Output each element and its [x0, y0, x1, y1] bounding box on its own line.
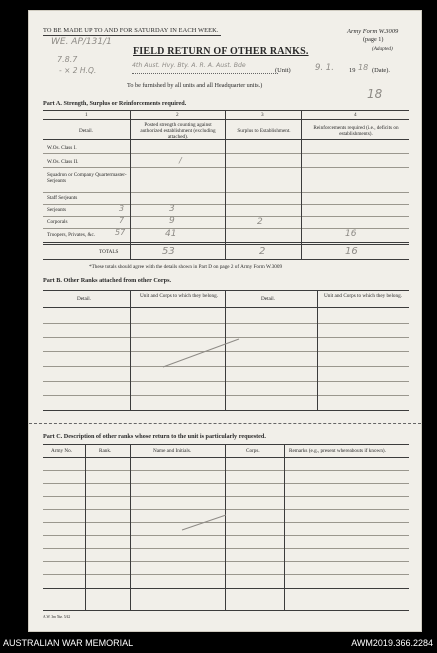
c-header-remarks: Remarks (e.g., present whereabouts if known). [289, 448, 386, 454]
col-divider [130, 444, 131, 610]
handwritten-year: 18 [358, 63, 369, 72]
part-a-top-rule [43, 110, 409, 111]
header-posted-strength: Posted strength counting against authorized establishment (excluding attached). [140, 122, 216, 140]
furnished-note: To be furnished by all units and all Headquarter units.) [127, 82, 263, 89]
part-a-header-rule [43, 139, 409, 140]
row-label-wo-class-2: W.Os. Class II. [47, 159, 79, 165]
c-header-rank: Rank. [99, 448, 112, 454]
row-rule [43, 509, 409, 510]
row-label-serjeants: Serjeants [47, 207, 67, 213]
army-form-number: Army Form W.3009 [347, 28, 399, 35]
handwritten-ref-2: 7.8.7 [57, 55, 78, 64]
posted-value-troopers: 41 [165, 229, 177, 239]
part-a-heading: Part A. Strength, Surplus or Reinforcements required. [43, 100, 187, 107]
part-b-heading: Part B. Other Ranks attached from other Corps. [43, 277, 172, 284]
surplus-value-corporals: 2 [257, 217, 263, 227]
printer-mark: A.W. 3m 5bz. 5/42 [43, 615, 71, 619]
archive-footer [0, 633, 437, 653]
row-rule [43, 395, 409, 396]
row-rule [43, 381, 409, 382]
part-c-heading: Part C. Description of other ranks whose return to the unit is particularly requested. [43, 433, 266, 440]
totals-footnote: *These totals should agree with the details shown in Part D on page 2 of Army Form W.3009 [89, 264, 283, 270]
row-rule [43, 548, 409, 549]
header-detail: Detail. [79, 128, 93, 134]
col-divider [225, 110, 226, 259]
year-prefix: 19 [349, 67, 356, 74]
row-rule [43, 574, 409, 575]
row-label-corporals: Corporals [47, 219, 68, 225]
margin-value-corporals: 7 [119, 216, 125, 225]
totals-rule-double [43, 244, 409, 245]
margin-value-serjeants: 3 [119, 204, 125, 213]
b-header-unit-1: Unit and Corps to which they belong. [140, 293, 218, 299]
col-divider [130, 110, 131, 259]
col-divider [317, 290, 318, 410]
posted-value-wo2: / [179, 156, 182, 165]
row-rule [43, 470, 409, 471]
col-number-1: 1 [85, 112, 88, 118]
b-header-unit-2: Unit and Corps to which they belong. [324, 293, 402, 299]
unit-label: (Unit) [275, 67, 291, 74]
row-rule [43, 192, 409, 193]
col-divider [284, 444, 285, 610]
header-surplus: Surplus to Establishment. [237, 128, 291, 134]
handwritten-ref-1: WE. AP/131/1 [51, 37, 112, 47]
footer-institution: AUSTRALIAN WAR MEMORIAL [3, 638, 134, 648]
pencil-strike-b [159, 333, 243, 371]
dotted-unit-line [132, 73, 278, 74]
row-rule [43, 204, 409, 205]
adapted-label: (Adapted) [372, 46, 393, 52]
col-number-4: 4 [354, 112, 357, 118]
made-up-line: TO BE MADE UP TO AND FOR SATURDAY IN EACH WEEK. [43, 27, 219, 34]
date-label: (Date). [372, 67, 390, 74]
reinf-value-troopers: 16 [345, 229, 357, 239]
part-b-top-rule [43, 290, 409, 291]
posted-value-corporals: 9 [169, 216, 175, 226]
part-b-bottom-rule [43, 410, 409, 411]
total-surplus: 2 [259, 246, 266, 257]
row-rule [43, 153, 409, 154]
total-reinforcements: 16 [345, 246, 358, 257]
header-reinforcements: Reinforcements required (i.e., deficits on establishments). [313, 125, 399, 137]
margin-value-troopers: 57 [115, 228, 126, 237]
footer-accession-number: AWM2019.366.2284 [351, 638, 433, 648]
totals-rule [43, 242, 409, 243]
row-rule [43, 496, 409, 497]
handwritten-date: 9. 1. [315, 63, 334, 73]
header-underline [43, 35, 221, 36]
row-label-wo-class-1: W.Os. Class I. [47, 145, 77, 151]
total-posted: 53 [162, 246, 175, 257]
form-page [28, 10, 422, 632]
row-rule [43, 167, 409, 168]
handwritten-corner-number: 18 [367, 87, 383, 101]
row-rule [43, 535, 409, 536]
pencil-strike-c [179, 511, 229, 533]
col-divider [85, 444, 86, 610]
part-c-header-rule [43, 457, 409, 458]
c-header-corps: Corps. [246, 448, 260, 454]
totals-label: TOTALS [99, 249, 119, 255]
c-header-army-no: Army No. [51, 448, 73, 454]
part-c-top-rule [43, 444, 409, 445]
row-rule [43, 483, 409, 484]
part-a-number-rule [43, 119, 409, 120]
col-divider [130, 290, 131, 410]
dashed-separator [29, 423, 421, 424]
form-title: FIELD RETURN OF OTHER RANKS. [133, 46, 309, 57]
part-c-bottom-rule-2 [43, 610, 409, 611]
row-label-troopers: Troopers, Privates, &c. [47, 232, 96, 238]
col-divider [301, 110, 302, 259]
part-c-bottom-rule [43, 588, 409, 589]
handwritten-ref-3: - × 2 H.Q. [59, 66, 97, 75]
part-a-bottom-rule [43, 259, 409, 260]
row-rule [43, 323, 409, 324]
row-label-cqms: Squadron or Company Quartermaster-Serjeants [47, 172, 127, 184]
posted-value-serjeants: 3 [169, 204, 175, 214]
b-header-detail-1: Detail. [77, 296, 91, 302]
b-header-detail-2: Detail. [261, 296, 275, 302]
part-b-header-rule [43, 307, 409, 308]
row-rule [43, 561, 409, 562]
c-header-name: Name and Initials. [153, 448, 192, 454]
row-label-staff-serjeants: Staff Serjeants [47, 195, 78, 201]
col-number-2: 2 [176, 112, 179, 118]
page-indicator: (page 1) [363, 36, 384, 43]
handwritten-unit: 4th Aust. Hvy. Bty. A. R. A. Aust. Bde [132, 62, 246, 69]
col-number-3: 3 [261, 112, 264, 118]
row-rule [43, 216, 409, 217]
